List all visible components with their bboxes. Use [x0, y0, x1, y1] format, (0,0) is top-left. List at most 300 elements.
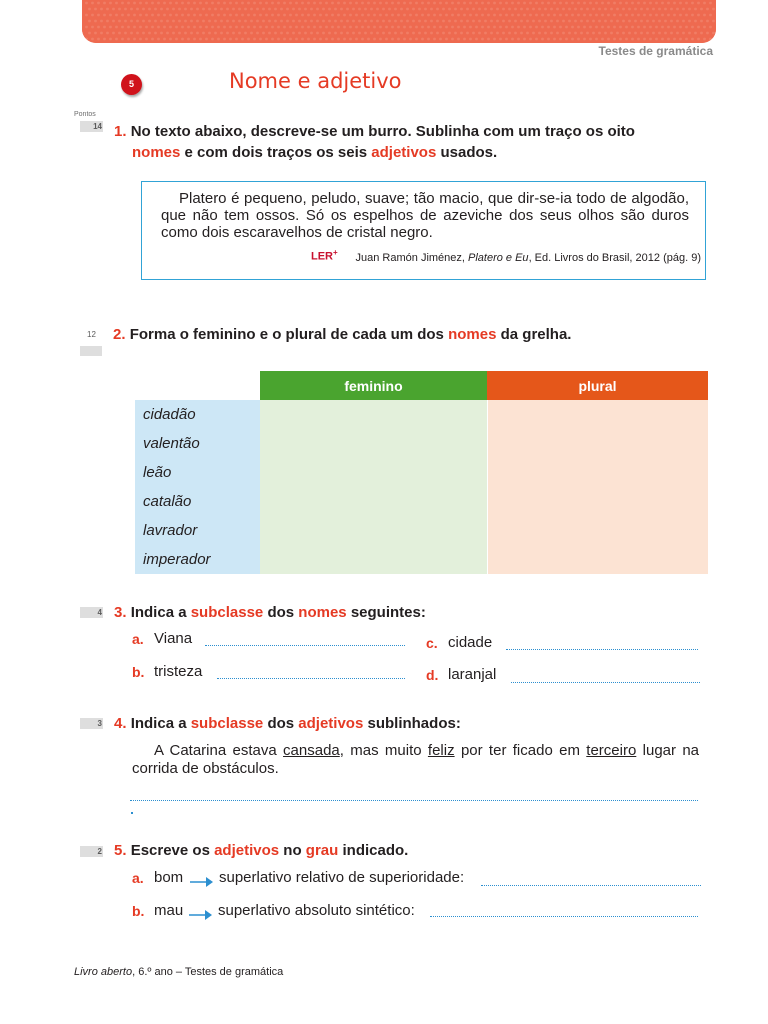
banner-dot	[541, 38, 544, 41]
banner-dot	[481, 26, 484, 29]
banner-dot	[502, 8, 505, 11]
banner-dot	[679, 2, 682, 5]
banner-dot	[553, 2, 556, 5]
banner-dot	[385, 26, 388, 29]
banner-dot	[481, 2, 484, 5]
q2-keyword-nomes: nomes	[448, 326, 497, 343]
banner-dot	[421, 2, 424, 5]
q4-sentence-c: por ter ficado em	[460, 742, 580, 759]
feminino-answer-cell[interactable]	[260, 545, 487, 574]
banner-dot	[169, 14, 172, 17]
banner-dot	[493, 2, 496, 5]
q3-prompt	[114, 602, 426, 623]
banner-dot	[244, 32, 247, 35]
banner-dot	[130, 8, 133, 11]
banner-dot	[454, 32, 457, 35]
banner-dot	[190, 20, 193, 23]
banner-dot	[145, 14, 148, 17]
banner-dot	[508, 20, 511, 23]
banner-dot	[193, 2, 196, 5]
banner-dot	[97, 14, 100, 17]
banner-dot	[661, 14, 664, 17]
banner-dot	[346, 8, 349, 11]
banner-dot	[379, 38, 382, 41]
banner-dot	[601, 38, 604, 41]
q3-text-b: dos	[267, 604, 295, 621]
banner-dot	[109, 26, 112, 29]
quote-book-title: Platero e Eu	[468, 252, 529, 264]
plural-answer-cell[interactable]	[487, 487, 708, 516]
banner-dot	[676, 8, 679, 11]
q5-prompt	[114, 840, 408, 861]
banner-dot	[205, 2, 208, 5]
banner-dot	[400, 32, 403, 35]
banner-dot	[580, 32, 583, 35]
banner-dot	[463, 2, 466, 5]
banner-dot	[664, 32, 667, 35]
banner-dot	[649, 26, 652, 29]
banner-dot	[295, 26, 298, 29]
q1-points-box: 14	[80, 121, 103, 132]
banner-dot	[148, 8, 151, 11]
banner-dot	[151, 26, 154, 29]
banner-dot	[355, 38, 358, 41]
banner-dot	[238, 32, 241, 35]
banner-dot	[163, 26, 166, 29]
banner-dot	[448, 20, 451, 23]
banner-dot	[520, 8, 523, 11]
banner-dot	[100, 8, 103, 11]
q2-points: 12	[87, 330, 96, 339]
banner-dot	[694, 8, 697, 11]
banner-dot	[628, 8, 631, 11]
banner-dot	[655, 14, 658, 17]
banner-dot	[430, 32, 433, 35]
feminino-answer-cell[interactable]	[260, 487, 487, 516]
banner-dot	[259, 26, 262, 29]
banner-dot	[583, 38, 586, 41]
banner-dot	[613, 14, 616, 17]
banner-dot	[85, 38, 88, 41]
banner-dot	[370, 32, 373, 35]
banner-dot	[166, 8, 169, 11]
banner-dot	[691, 38, 694, 41]
banner-dot	[502, 32, 505, 35]
banner-dot	[154, 8, 157, 11]
banner-dot	[331, 26, 334, 29]
banner-dot	[511, 14, 514, 17]
banner-dot	[277, 14, 280, 17]
banner-dot	[583, 14, 586, 17]
banner-dot	[511, 38, 514, 41]
banner-dot	[271, 38, 274, 41]
banner-dot	[334, 32, 337, 35]
banner-dot	[304, 20, 307, 23]
banner-dot	[409, 2, 412, 5]
q5b-answer-line[interactable]	[430, 916, 698, 917]
banner-dot	[367, 14, 370, 17]
banner-dot	[304, 32, 307, 35]
banner-dot	[85, 26, 88, 29]
q3b-answer-line[interactable]	[217, 678, 405, 679]
q3-item-letter: c.	[426, 635, 438, 651]
feminino-answer-cell[interactable]	[260, 458, 487, 487]
banner-dot	[262, 20, 265, 23]
banner-dot	[193, 26, 196, 29]
banner-dot	[487, 38, 490, 41]
banner-dot	[403, 26, 406, 29]
banner-dot	[319, 14, 322, 17]
q5-text-b: no	[283, 842, 302, 859]
banner-dot	[631, 26, 634, 29]
banner-dot	[517, 2, 520, 5]
banner-dot	[196, 20, 199, 23]
banner-dot	[208, 32, 211, 35]
quote-publisher: , Ed. Livros do Brasil, 2012 (pág. 9)	[528, 252, 701, 264]
banner-dot	[241, 2, 244, 5]
banner-dot	[409, 38, 412, 41]
banner-dot	[124, 20, 127, 23]
q5-keyword-adjetivos: adjetivos	[214, 842, 280, 859]
banner-dot	[484, 32, 487, 35]
banner-dot	[514, 20, 517, 23]
banner-dot	[514, 32, 517, 35]
banner-dot	[538, 32, 541, 35]
q2-number: 2.	[113, 326, 126, 343]
banner-dot	[364, 20, 367, 23]
banner-dot	[214, 8, 217, 11]
banner-dot	[547, 14, 550, 17]
banner-dot	[319, 26, 322, 29]
banner-dot	[361, 38, 364, 41]
banner-dot	[367, 2, 370, 5]
banner-dot	[610, 20, 613, 23]
q2-text-a: Forma o feminino e o plural de cada um dos	[129, 326, 444, 343]
banner-dot	[127, 38, 130, 41]
banner-dot	[589, 26, 592, 29]
banner-dot	[331, 14, 334, 17]
banner-dot	[175, 14, 178, 17]
banner-dot	[688, 32, 691, 35]
banner-dot	[592, 32, 595, 35]
banner-dot	[394, 8, 397, 11]
banner-dot	[202, 20, 205, 23]
grid-word: catalão	[135, 487, 260, 516]
banner-dot	[130, 32, 133, 35]
banner-dot	[223, 14, 226, 17]
banner-dot	[373, 26, 376, 29]
banner-dot	[457, 14, 460, 17]
banner-dot	[523, 14, 526, 17]
q5-item-word: bom	[154, 869, 184, 886]
q4-underlined-terceiro: terceiro	[586, 742, 637, 759]
banner-dot	[475, 38, 478, 41]
page-footer	[74, 966, 283, 978]
banner-dot	[577, 26, 580, 29]
banner-dot	[595, 2, 598, 5]
banner-dot	[631, 38, 634, 41]
banner-dot	[463, 38, 466, 41]
banner-dot	[337, 26, 340, 29]
plural-answer-cell[interactable]	[487, 516, 708, 545]
banner-dot	[469, 2, 472, 5]
banner-dot	[388, 20, 391, 23]
q3-item-word: cidade	[448, 634, 493, 651]
banner-dot	[370, 20, 373, 23]
points-label: Pontos	[74, 111, 96, 118]
plural-answer-cell[interactable]	[487, 545, 708, 574]
banner-dot	[88, 32, 91, 35]
banner-dot	[121, 38, 124, 41]
banner-dot	[103, 2, 106, 5]
banner-dot	[418, 32, 421, 35]
banner-dot	[454, 8, 457, 11]
banner-dot	[136, 8, 139, 11]
q4-answer-line[interactable]	[130, 800, 698, 801]
banner-dot	[409, 26, 412, 29]
banner-dot	[274, 20, 277, 23]
banner-dot	[343, 38, 346, 41]
grid-row	[135, 400, 708, 429]
banner-dot	[250, 20, 253, 23]
banner-dot	[325, 14, 328, 17]
banner-dot	[379, 2, 382, 5]
banner-dot	[673, 2, 676, 5]
banner-dot	[493, 38, 496, 41]
banner-dot	[418, 8, 421, 11]
banner-dot	[499, 2, 502, 5]
banner-dot	[85, 2, 88, 5]
feminino-answer-cell[interactable]	[260, 429, 487, 458]
banner-dot	[427, 2, 430, 5]
banner-dot	[565, 2, 568, 5]
banner-dot	[349, 26, 352, 29]
banner-dot	[136, 20, 139, 23]
banner-dot	[148, 20, 151, 23]
banner-dot	[178, 8, 181, 11]
banner-dot	[478, 20, 481, 23]
q3a-answer-line[interactable]	[205, 645, 405, 646]
banner-dot	[358, 32, 361, 35]
q3-text-a: Indica a	[130, 604, 187, 621]
banner-dot	[406, 32, 409, 35]
banner-dot	[337, 2, 340, 5]
banner-dot	[277, 38, 280, 41]
banner-dot	[403, 2, 406, 5]
banner-dot	[202, 8, 205, 11]
banner-dot	[178, 20, 181, 23]
banner-dot	[613, 26, 616, 29]
banner-dot	[319, 38, 322, 41]
footer-book-title: Livro aberto	[74, 966, 133, 978]
banner-dot	[445, 38, 448, 41]
banner-dot	[436, 32, 439, 35]
banner-dot	[610, 8, 613, 11]
banner-dot	[703, 26, 706, 29]
banner-dot	[358, 8, 361, 11]
banner-dot	[277, 2, 280, 5]
banner-dot	[289, 14, 292, 17]
banner-dot	[511, 2, 514, 5]
banner-dot	[679, 26, 682, 29]
banner-dot	[541, 2, 544, 5]
banner-dot	[121, 26, 124, 29]
banner-dot	[331, 2, 334, 5]
banner-dot	[469, 38, 472, 41]
banner-dot	[565, 26, 568, 29]
banner-dot	[421, 26, 424, 29]
banner-dot	[487, 2, 490, 5]
q3c-answer-line[interactable]	[506, 649, 698, 650]
banner-dot	[442, 20, 445, 23]
banner-dot	[205, 26, 208, 29]
banner-dot	[565, 38, 568, 41]
banner-dot	[703, 2, 706, 5]
banner-dot	[700, 8, 703, 11]
banner-dot	[586, 32, 589, 35]
banner-dot	[265, 26, 268, 29]
banner-dot	[352, 8, 355, 11]
banner-dot	[118, 32, 121, 35]
banner-dot	[181, 38, 184, 41]
banner-dot	[133, 38, 136, 41]
banner-dot	[460, 8, 463, 11]
q3-item-letter: b.	[132, 664, 145, 680]
banner-dot	[400, 20, 403, 23]
banner-dot	[151, 38, 154, 41]
banner-dot	[415, 2, 418, 5]
q5a-answer-line[interactable]	[481, 885, 701, 886]
banner-dot	[280, 20, 283, 23]
banner-dot	[691, 26, 694, 29]
banner-dot	[253, 26, 256, 29]
banner-dot	[430, 8, 433, 11]
banner-dot	[628, 32, 631, 35]
feminino-answer-cell[interactable]	[260, 400, 487, 429]
banner-dot	[334, 20, 337, 23]
banner-dot	[283, 26, 286, 29]
banner-dot	[595, 26, 598, 29]
banner-dot	[259, 14, 262, 17]
banner-dot	[160, 8, 163, 11]
banner-dot	[598, 20, 601, 23]
plural-answer-cell[interactable]	[487, 400, 708, 429]
banner-dot	[433, 14, 436, 17]
banner-dot	[583, 2, 586, 5]
banner-dot	[505, 2, 508, 5]
banner-dot	[481, 38, 484, 41]
banner-dot	[115, 14, 118, 17]
banner-dot	[115, 26, 118, 29]
banner-dot	[559, 14, 562, 17]
banner-dot	[676, 20, 679, 23]
banner-dot	[241, 38, 244, 41]
q4-answer-line-dot	[131, 812, 133, 814]
banner-dot	[664, 20, 667, 23]
q4-number: 4.	[114, 715, 127, 732]
banner-dot	[373, 38, 376, 41]
banner-dot	[397, 26, 400, 29]
q4-points-box: 3	[80, 718, 103, 729]
banner-dot	[244, 8, 247, 11]
banner-dot	[553, 26, 556, 29]
banner-dot	[514, 8, 517, 11]
banner-dot	[607, 14, 610, 17]
banner-dot	[616, 32, 619, 35]
banner-dot	[214, 32, 217, 35]
quote-text[interactable]: Platero é pequeno, peludo, suave; tão macio, que dir-se-ia todo de algodão, que não tem ossos. Só os espelhos de azeviche dos seus olhos são duros como dois escaravelhos de cristal negro.	[161, 190, 689, 241]
banner-dot	[301, 2, 304, 5]
grid-word: valentão	[135, 429, 260, 458]
banner-dot	[88, 8, 91, 11]
banner-dot	[142, 32, 145, 35]
banner-dot	[325, 26, 328, 29]
banner-dot	[241, 26, 244, 29]
banner-dot	[523, 2, 526, 5]
banner-dot	[415, 26, 418, 29]
banner-dot	[199, 2, 202, 5]
banner-dot	[178, 32, 181, 35]
banner-dot	[232, 20, 235, 23]
banner-dot	[310, 32, 313, 35]
banner-dot	[133, 14, 136, 17]
banner-dot	[454, 20, 457, 23]
banner-dot	[607, 2, 610, 5]
noun-grid	[135, 371, 708, 574]
banner-dot	[346, 32, 349, 35]
q4-keyword-subclasse: subclasse	[190, 715, 264, 732]
banner-dot	[619, 26, 622, 29]
banner-dot	[349, 38, 352, 41]
banner-dot	[505, 14, 508, 17]
banner-dot	[484, 20, 487, 23]
banner-dot	[307, 38, 310, 41]
banner-dot	[541, 26, 544, 29]
banner-dot	[214, 20, 217, 23]
banner-dot	[610, 32, 613, 35]
banner-dot	[271, 26, 274, 29]
banner-dot	[394, 32, 397, 35]
plural-answer-cell[interactable]	[487, 458, 708, 487]
feminino-answer-cell[interactable]	[260, 516, 487, 545]
banner-dot	[421, 14, 424, 17]
banner-dot	[460, 32, 463, 35]
banner-dot	[301, 26, 304, 29]
banner-dot	[211, 2, 214, 5]
banner-dot	[103, 14, 106, 17]
banner-dot	[382, 8, 385, 11]
banner-dot	[709, 2, 712, 5]
banner-dot	[634, 8, 637, 11]
banner-dot	[445, 2, 448, 5]
q3d-answer-line[interactable]	[511, 682, 700, 683]
q1-prompt	[114, 121, 674, 142]
banner-dot	[289, 26, 292, 29]
plural-answer-cell[interactable]	[487, 429, 708, 458]
banner-dot	[577, 14, 580, 17]
banner-dot	[535, 2, 538, 5]
q2-prompt	[113, 324, 571, 345]
banner-dot	[619, 14, 622, 17]
banner-dot	[625, 38, 628, 41]
banner-dot	[616, 8, 619, 11]
banner-dot	[241, 14, 244, 17]
banner-dot	[163, 2, 166, 5]
banner-dot	[376, 32, 379, 35]
banner-dot	[412, 32, 415, 35]
banner-dot	[328, 8, 331, 11]
banner-dot	[139, 26, 142, 29]
